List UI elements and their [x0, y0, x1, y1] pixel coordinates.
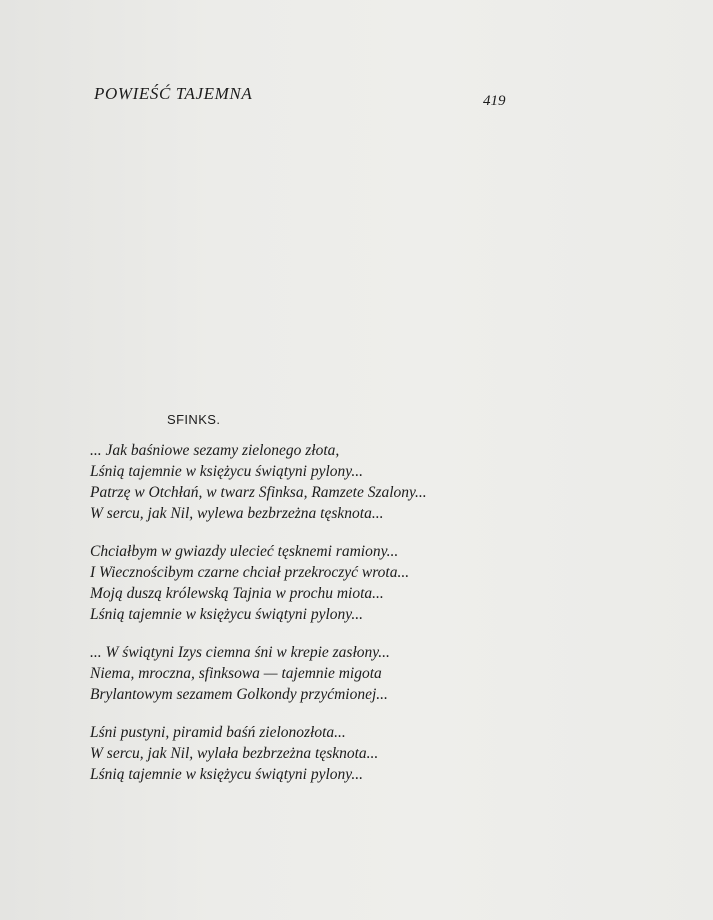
- poem-line: Niema, mroczna, sfinksowa — tajemnie migota: [90, 665, 382, 682]
- poem-line: W sercu, jak Nil, wylewa bezbrzeżna tęsknota...: [90, 505, 384, 522]
- poem-line: W sercu, jak Nil, wylała bezbrzeżna tęsknota...: [90, 745, 379, 762]
- stanza-2: [90, 541, 560, 625]
- poem-line: Lśnią tajemnie w księżycu świątyni pylony...: [90, 766, 363, 783]
- poem-line: Brylantowym sezamem Golkondy przyćmionej...: [90, 686, 388, 703]
- page-number: 419: [483, 93, 506, 109]
- poem-line: ... W świątyni Izys ciemna śni w krepie zasłony...: [90, 644, 390, 661]
- poem-line: Lśni pustyni, piramid baśń zielonozłota...: [90, 724, 346, 741]
- poem-line: ... Jak baśniowe sezamy zielonego złota,: [90, 442, 340, 459]
- poem-line: Patrzę w Otchłań, w twarz Sfinksa, Ramzete Szalony...: [90, 484, 427, 501]
- stanza-3: [90, 642, 560, 705]
- stanza-4: [90, 722, 560, 785]
- poem-line: Lśnią tajemnie w księżycu świątyni pylony...: [90, 463, 363, 480]
- poem-line: Lśnią tajemnie w księżycu świątyni pylony...: [90, 606, 363, 623]
- poem-line: Moją duszą królewską Tajnia w prochu miota...: [90, 585, 384, 602]
- poem-title: SFINKS.: [167, 412, 221, 427]
- stanza-1: [90, 440, 560, 524]
- poem-body: [90, 440, 560, 802]
- running-head: POWIEŚĆ TAJEMNA: [94, 84, 253, 103]
- poem-line: I Wiecznościbym czarne chciał przekroczyć wrota...: [90, 564, 410, 581]
- poem-line: Chciałbym w gwiazdy ulecieć tęsknemi ramiony...: [90, 543, 399, 560]
